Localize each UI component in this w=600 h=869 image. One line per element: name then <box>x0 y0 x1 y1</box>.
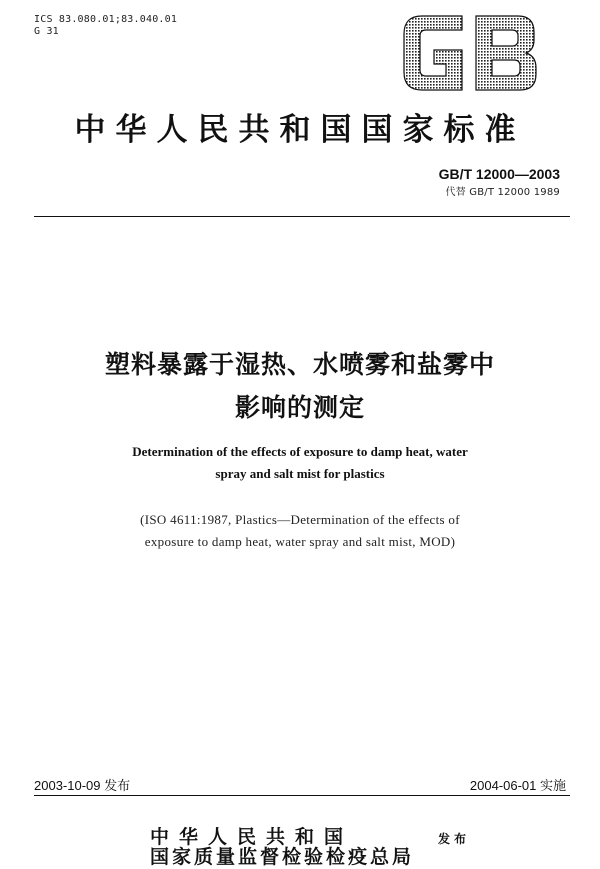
issue-date: 2003-10-09 发布 <box>34 778 131 793</box>
ccs-code: G 31 <box>34 26 59 37</box>
gb-logo <box>400 12 540 94</box>
issuer-line1: 中华人民共和国 <box>150 826 354 848</box>
publish-label: 发布 <box>438 832 471 846</box>
standard-number: GB/T 12000—2003 <box>438 166 560 182</box>
document-title-en-line2: spray and salt mist for plastics <box>215 466 385 481</box>
standard-replaces: 代替 GB/T 12000 1989 <box>445 187 560 198</box>
national-standard-title: 中华人民共和国国家标准 <box>74 112 526 148</box>
footer-divider <box>34 795 570 796</box>
classification-codes <box>34 14 177 38</box>
iso-reference-line2: exposure to damp heat, water spray and salt mist, MOD) <box>144 534 456 549</box>
document-title-en-line1: Determination of the effects of exposure to damp heat, water <box>132 444 468 459</box>
header-divider <box>34 216 570 217</box>
iso-reference-line1: (ISO 4611:1987, Plastics—Determination of the effects of <box>140 512 460 527</box>
document-title-cn-line1: 塑料暴露于湿热、水喷雾和盐雾中 <box>104 350 495 379</box>
document-title-cn-line2: 影响的测定 <box>234 393 365 422</box>
implementation-date: 2004-06-01 实施 <box>469 778 566 793</box>
ics-code: ICS 83.080.01;83.040.01 <box>34 14 178 25</box>
issuer-line2: 国家质量监督检验检疫总局 <box>150 846 415 868</box>
